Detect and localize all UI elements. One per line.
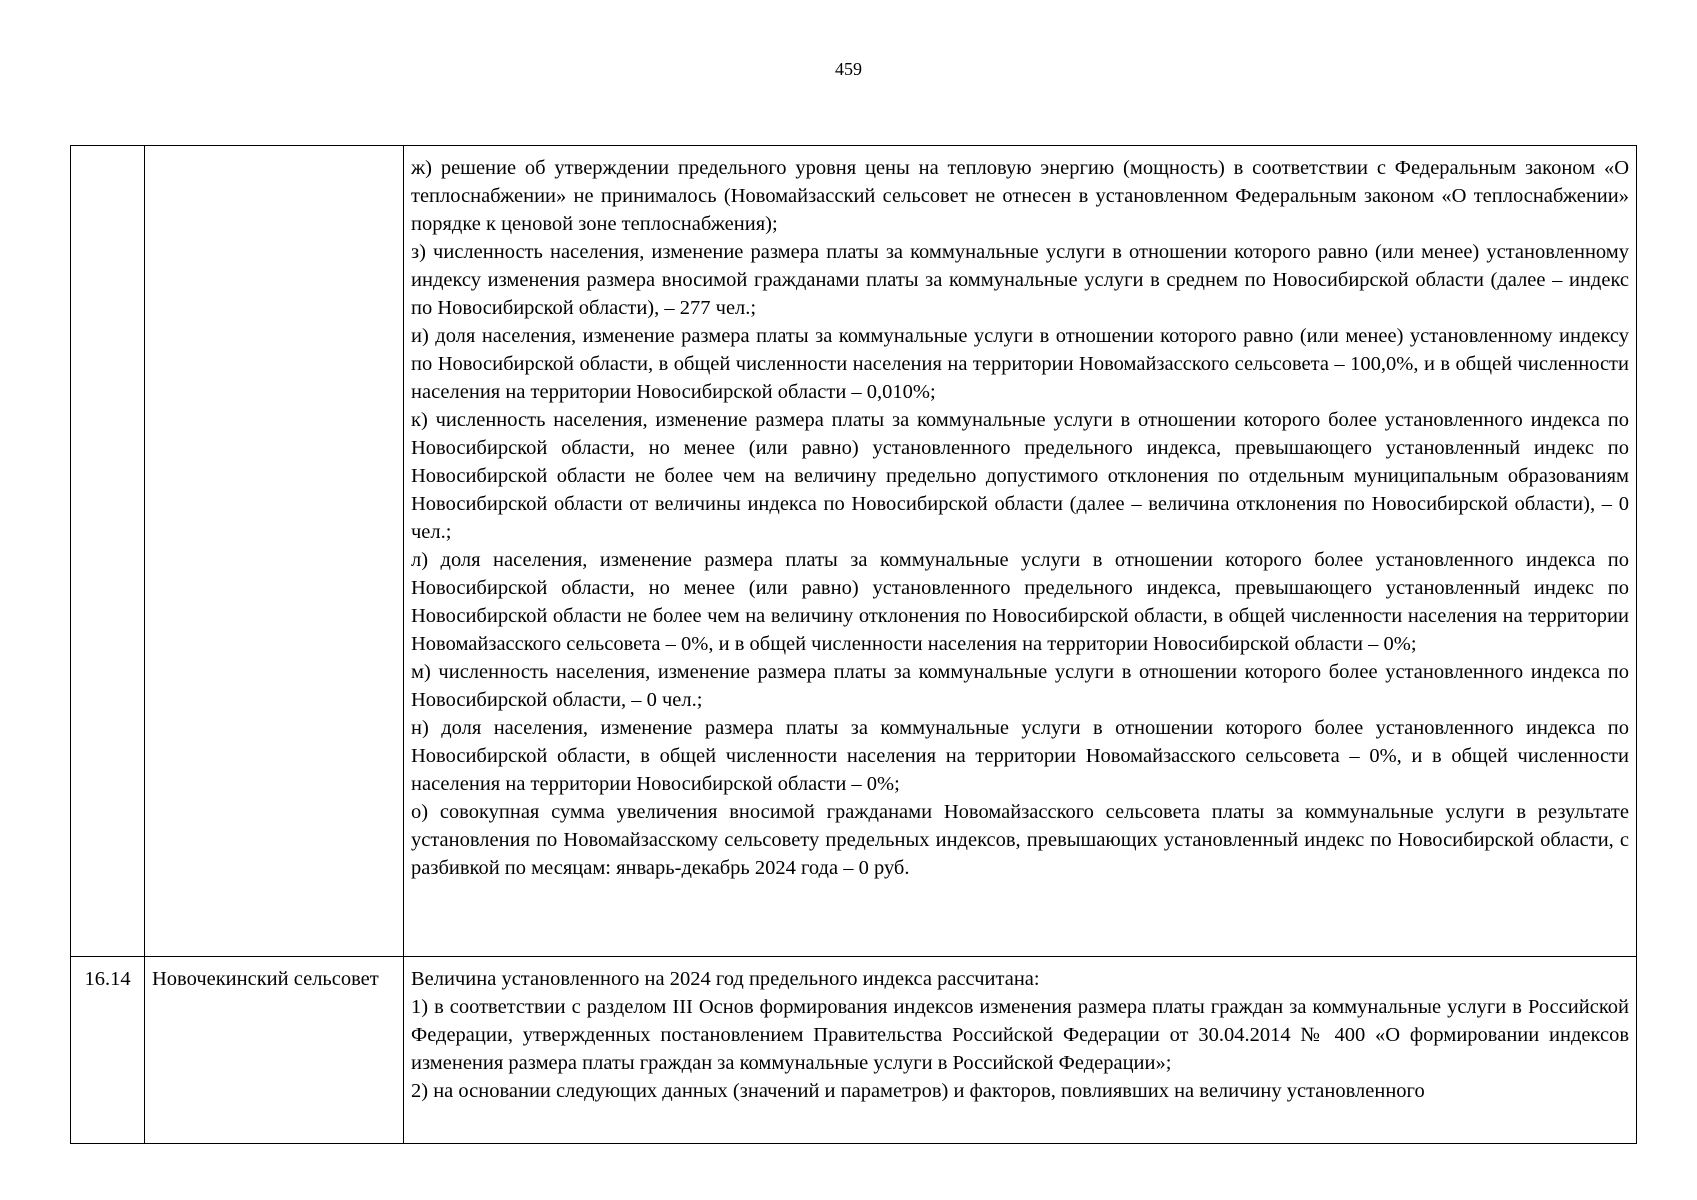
table-row [71,146,1637,957]
description-cell [404,957,1637,1144]
paragraph-n: н) доля населения, изменение размера платы за коммунальные услуги в отношении которого более установленного индекса по Новосибирской области, в общей численности населения на территории Новомайзасского сельсовета – 0%, и в общей численности населения на территории Новосибирской области – 0%; [411,717,1629,795]
paragraph-k: к) численность населения, изменение размера платы за коммунальные услуги в отношении которого более установленного индекса по Новосибирской области, но менее (или равно) установленного предельного индекса, превышающего установленный индекс по Новосибирской области не более чем на величину предельно допустимого отклонения по отдельным муниципальным образованиям Новосибирской области от величины индекса по Новосибирской области (далее – величина отклонения по Новосибирской области), – 0 чел.; [411,409,1629,543]
paragraph-2: 2) на основании следующих данных (значений и параметров) и факторов, повлиявших на величину установленного [411,1080,1425,1102]
paragraph-o: о) совокупная сумма увеличения вносимой гражданами Новомайзасского сельсовета платы за коммунальные услуги в результате установления по Новомайзасскому сельсовету предельных индексов, превышающих установленный индекс по Новосибирской области, с разбивкой по месяцам: январь-декабрь 2024 года – 0 руб. [411,801,1629,879]
paragraph-l: л) доля населения, изменение размера платы за коммунальные услуги в отношении которого более установленного индекса по Новосибирской области, но менее (или равно) установленного предельного индекса, превышающего установленный индекс по Новосибирской области не более чем на величину отклонения по Новосибирской области, в общей численности населения на территории Новомайзасского сельсовета – 0%, и в общей численности населения на территории Новосибирской области – 0%; [411,549,1629,655]
paragraph-z: з) численность населения, изменение размера платы за коммунальные услуги в отношении которого равно (или менее) установленному индексу изменения размера вносимой гражданами платы за коммунальные услуги в среднем по Новосибирской области (далее – индекс по Новосибирской области), – 277 чел.; [411,241,1629,319]
municipality-name-cell [145,146,404,957]
municipality-name-cell: Новочекинский сельсовет [145,957,404,1144]
table-row [71,957,1637,1144]
description-cell [404,146,1637,957]
paragraph-zh: ж) решение об утверждении предельного уровня цены на тепловую энергию (мощность) в соответствии с Федеральным законом «О теплоснабжении» не принималось (Новомайзасский сельсовет не отнесен в установленном Федеральным законом «О теплоснабжении» порядке к ценовой зоне теплоснабжения); [411,157,1629,235]
page-number: 459 [835,59,862,79]
paragraph-intro: Величина установленного на 2024 год предельного индекса рассчитана: [411,968,1040,990]
paragraph-i: и) доля населения, изменение размера платы за коммунальные услуги в отношении которого равно (или менее) установленному индексу по Новосибирской области, в общей численности населения на территории Новомайзасского сельсовета – 100,0%, и в общей численности населения на территории Новосибирской области – 0,010%; [411,325,1629,403]
row-number-cell: 16.14 [71,957,145,1144]
row-number-cell [71,146,145,957]
document-table [70,145,1637,1144]
paragraph-1: 1) в соответствии с разделом III Основ формирования индексов изменения размера платы граждан за коммунальные услуги в Российской Федерации, утвержденных постановлением Правительства Российской Федерации от 30.04.2014 № 400 «О формировании индексов изменения размера платы граждан за коммунальные услуги в Российской Федерации»; [411,996,1629,1074]
paragraph-m: м) численность населения, изменение размера платы за коммунальные услуги в отношении которого более установленного индекса по Новосибирской области, – 0 чел.; [411,661,1629,711]
